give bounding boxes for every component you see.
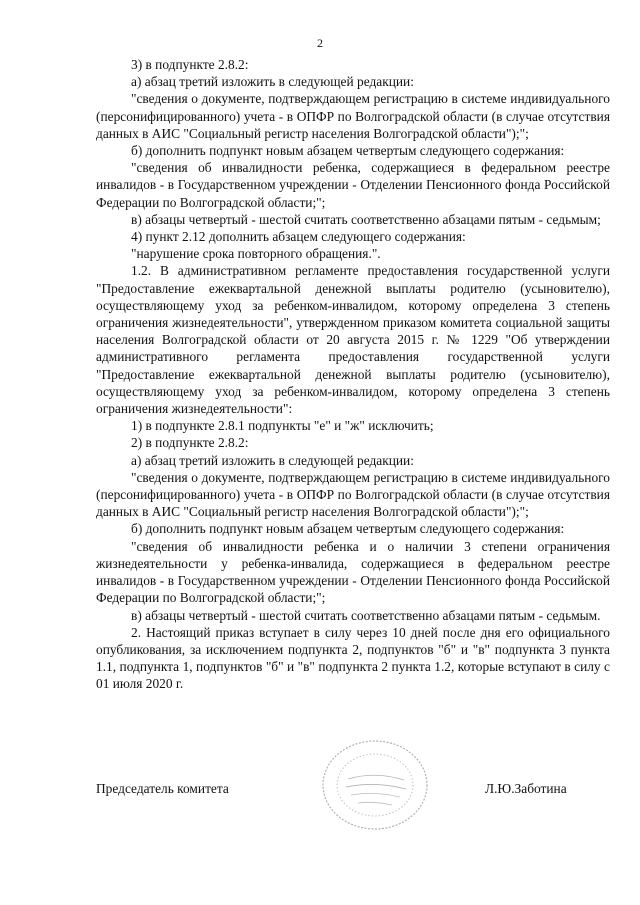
paragraph: 2) в подпункте 2.8.2: <box>131 435 249 451</box>
paragraph: "сведения о документе, подтверждающем регистрацию в системе индивидуального (персонифицированного) учета - в ОПФР по Волгоградской области (в случае отсутствия данных в АИС "Социальный регистр населения Волгоградской области");"; <box>96 91 610 141</box>
paragraph: "сведения о документе, подтверждающем регистрацию в системе индивидуального (персонифицированного) учета - в ОПФР по Волгоградской области (в случае отсутствия данных в АИС "Социальный регистр населения Волгоградской области");"; <box>96 469 610 520</box>
signatory-position: Председатель комитета <box>96 781 229 796</box>
page-number: 2 <box>317 36 323 50</box>
paragraph: "сведения об инвалидности ребенка и о наличии 3 степени ограничения жизнедеятельности у ребенка-инвалида, содержащиеся в федеральном реестре инвалидов - в Государственном учреждении - Отделении Пенсионного фонда Российской Федерации по Волгоградской области;"; <box>96 538 610 606</box>
paragraph: в) абзацы четвертый - шестой считать соответственно абзацами пятым - седьмым; <box>131 211 601 227</box>
paragraph: 3) в подпункте 2.8.2: <box>131 57 249 72</box>
paragraph: "сведения об инвалидности ребенка, содержащиеся в федеральном реестре инвалидов - в Государственном учреждении - Отделении Пенсионного фонда Российской Федерации по Волгоградской области;"; <box>96 160 610 210</box>
paragraph: а) абзац третий изложить в следующей редакции: <box>131 74 414 90</box>
paragraph: 2. Настоящий приказ вступает в силу через 10 дней после дня его официального опубликования, за исключением подпункта 2, подпунктов "б" и "в" подпункта 3 пункта 1.1, подпункта 1, подпунктов "б" и "в" подпункта 2 пункта 1.2, которые вступают в силу с 01 июля 2020 г. <box>96 624 610 692</box>
paragraph: б) дополнить подпункт новым абзацем четвертым следующего содержания: <box>131 143 565 159</box>
paragraph: "нарушение срока повторного обращения.". <box>131 246 381 262</box>
paragraph: 1) в подпункте 2.8.1 подпункты "е" и "ж" исключить; <box>131 418 434 434</box>
signatory-name: Л.Ю.Заботина <box>485 781 567 796</box>
paragraph: 4) пункт 2.12 дополнить абзацем следующего содержания: <box>131 229 466 245</box>
paragraph: в) абзацы четвертый - шестой считать соответственно абзацами пятым - седьмым. <box>131 607 601 623</box>
paragraph: 1.2. В административном регламенте предоставления государственной услуги "Предоставление ежеквартальной денежной выплаты родителю (усыновителю), осуществляющему уход за ребенком-инвалидом, которому определена 3 степень ограничения жизнедеятельности", утвержденном приказом комитета социальной защиты населения Волгоградской области от 20 августа 2015 г. № 1229 "Об утверждении административного регламента предоставления государственной услуги "Предоставление ежеквартальной денежной выплаты родителю (усыновителю), осуществляющему уход за ребенком-инвалидом, которому определена 3 степень ограничения жизнедеятельности": <box>96 263 610 417</box>
paragraph: а) абзац третий изложить в следующей редакции: <box>131 452 414 468</box>
stamp-seal-icon <box>318 735 433 835</box>
paragraph: б) дополнить подпункт новым абзацем четвертым следующего содержания: <box>131 521 565 537</box>
document-body <box>96 56 610 693</box>
